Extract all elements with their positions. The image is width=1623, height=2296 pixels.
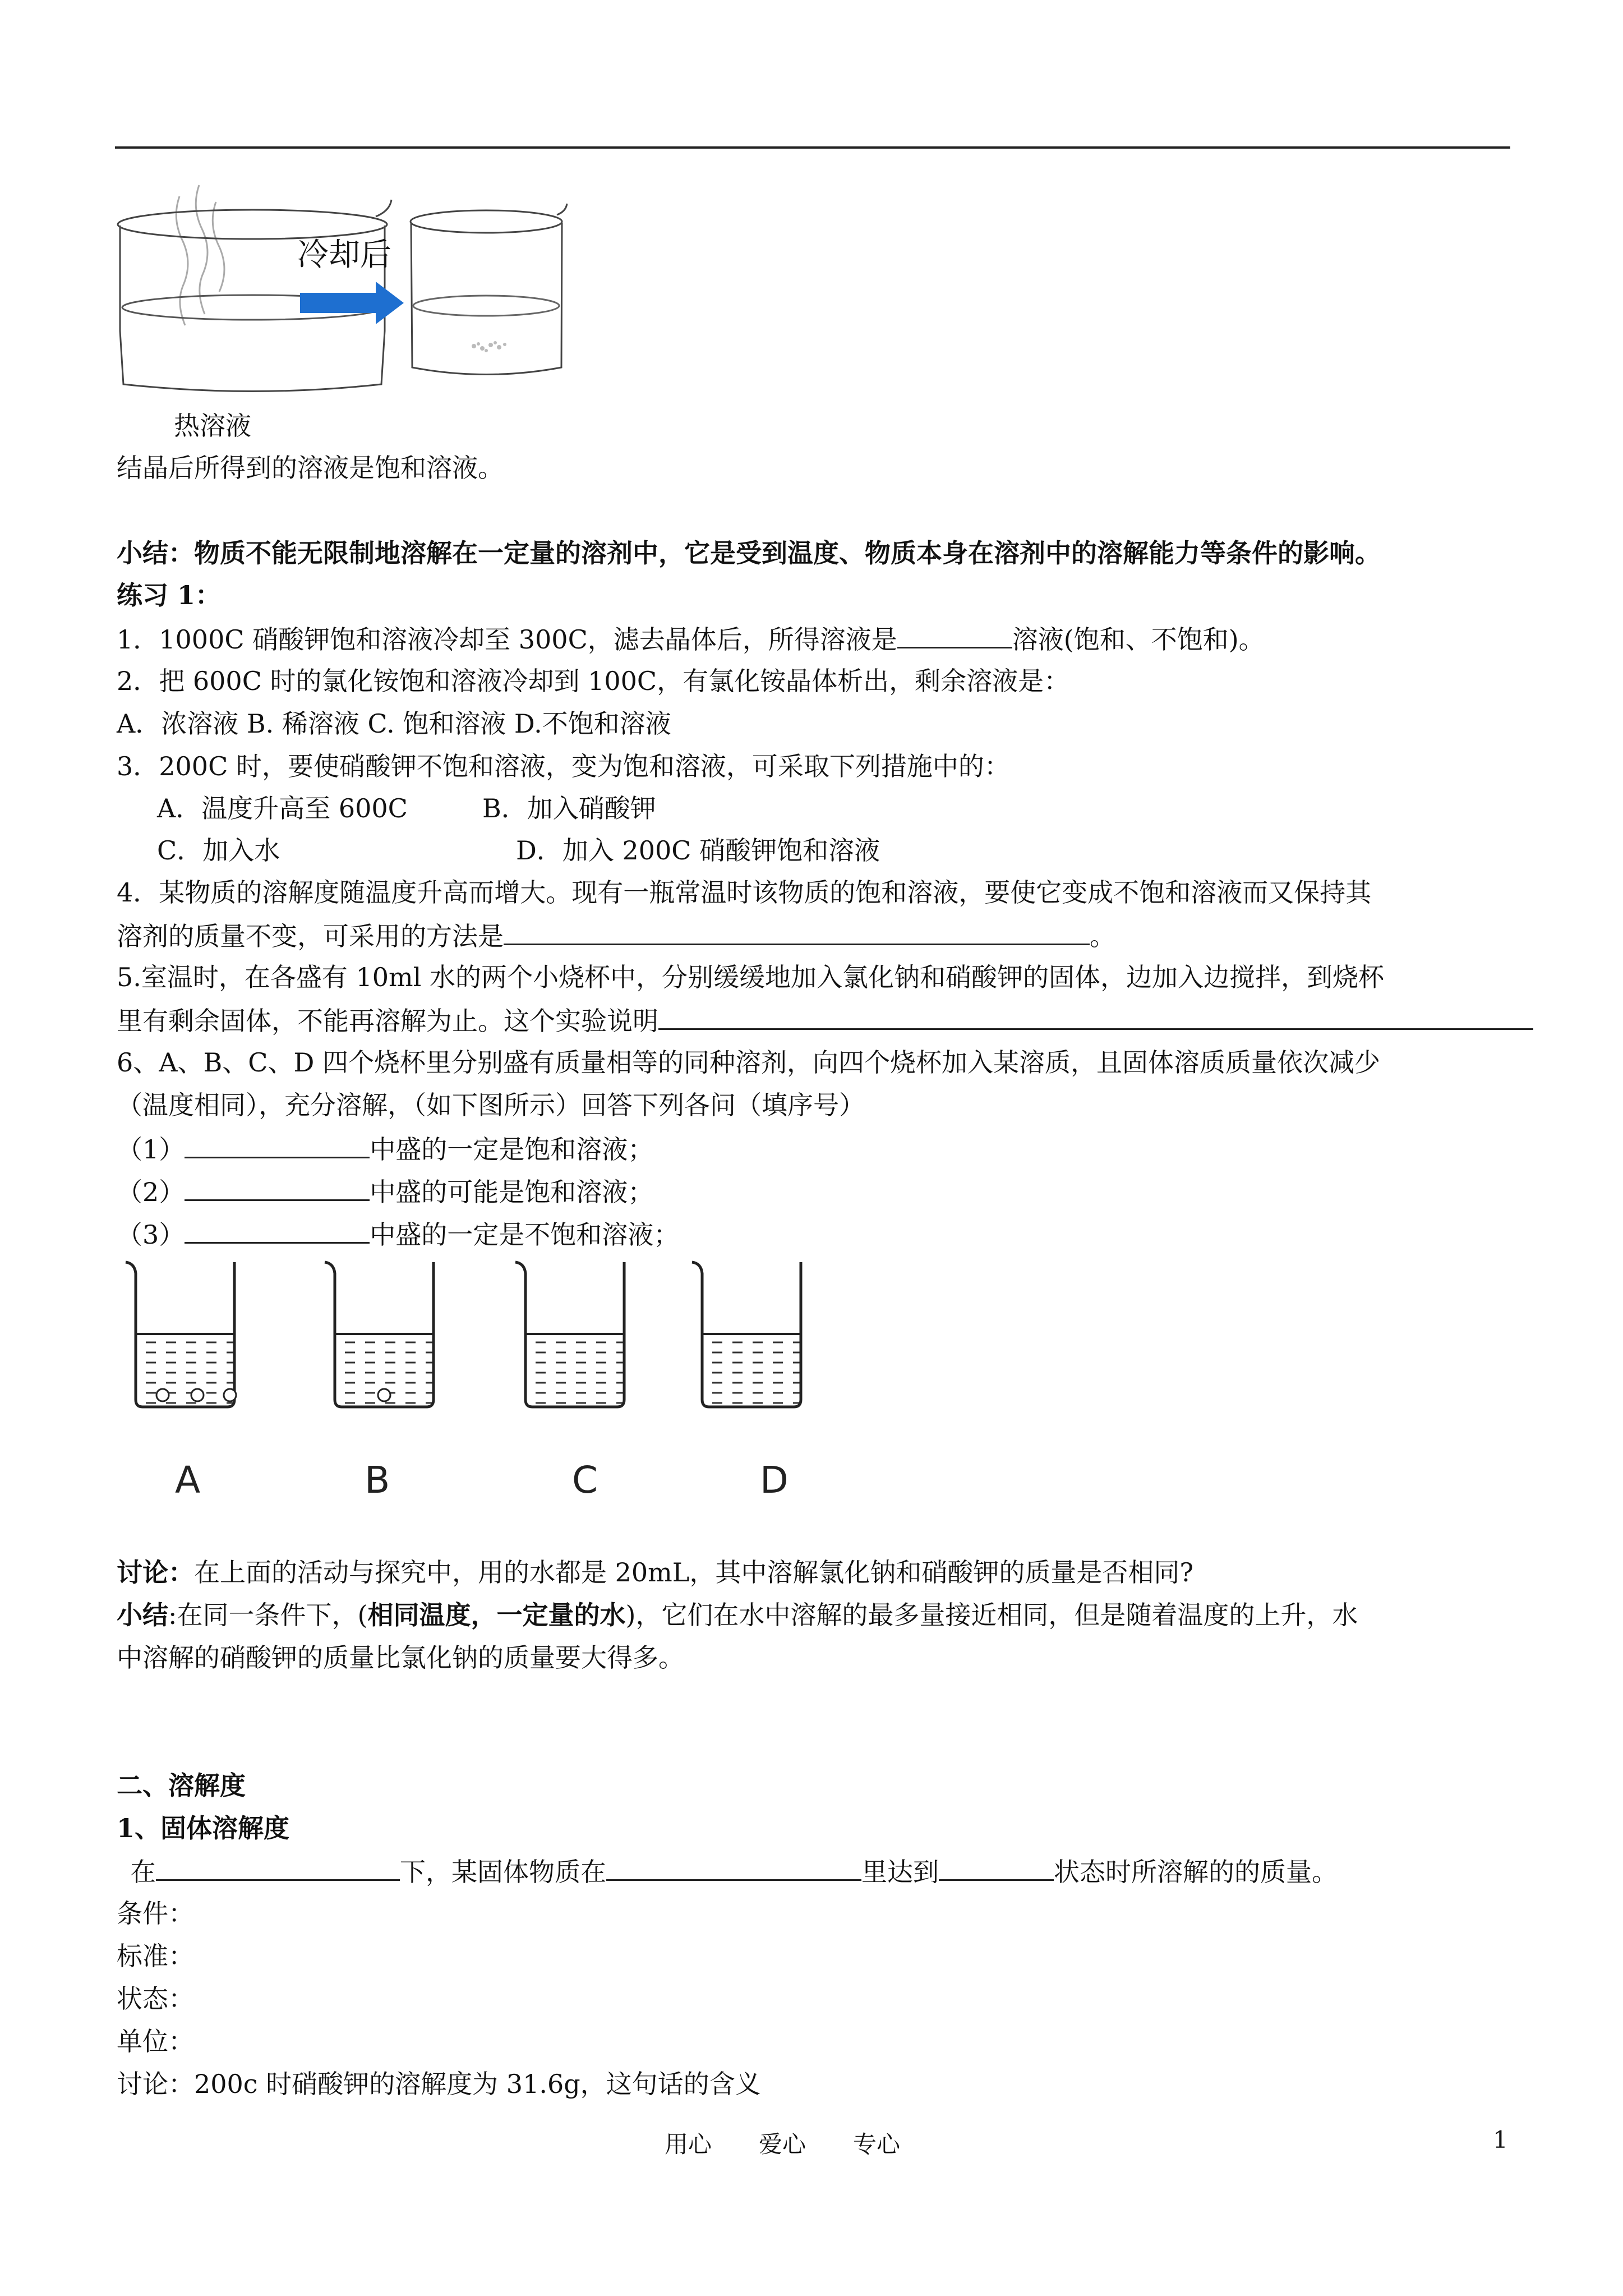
beaker-label-b: B	[365, 1458, 390, 1502]
beaker-a	[126, 1262, 236, 1407]
beaker-label-a: A	[175, 1458, 201, 1502]
state-label: 状态：	[117, 1984, 194, 2014]
option-d: D．加入 200C 硝酸钾饱和溶液	[516, 835, 880, 866]
question-2: 2．把 600C 时的氯化铵饱和溶液冷却到 100C，有氯化铵晶体析出，剩余溶液是：	[117, 666, 1070, 696]
question-1: 1．1000C 硝酸钾饱和溶液冷却至 300C，滤去晶体后，所得溶液是 溶液(饱和、不饱和)。	[117, 621, 1265, 657]
question-6-part1: （1） 中盛的一定是饱和溶液；	[117, 1131, 653, 1167]
answer-blank[interactable]	[185, 1174, 370, 1201]
arrow-label: 冷却后	[297, 237, 391, 273]
answer-blank[interactable]	[939, 1853, 1054, 1881]
section-heading: 二、溶解度	[117, 1770, 246, 1801]
beaker-d	[692, 1262, 801, 1407]
standard-label: 标准：	[117, 1941, 194, 1971]
discussion-line: 讨论：在上面的活动与探究中，用的水都是 20mL，其中溶解氯化钠和硝酸钾的质量是否相同?	[117, 1557, 1193, 1588]
question-2-options: A．浓溶液 B. 稀溶液 C. 饱和溶液 D.不饱和溶液	[117, 708, 671, 739]
beaker-c	[515, 1262, 624, 1407]
summary-2-cont: 中溶解的硝酸钾的质量比氯化钠的质量要大得多。	[117, 1642, 684, 1673]
answer-blank[interactable]	[504, 918, 1090, 945]
beaker-label-d: D	[760, 1458, 789, 1502]
question-6-part2: （2） 中盛的可能是饱和溶液；	[117, 1174, 653, 1209]
answer-blank[interactable]	[185, 1131, 370, 1158]
answer-blank[interactable]	[185, 1216, 370, 1244]
question-5-cont: 里有剩余固体，不能再溶解为止。这个实验说明	[117, 1002, 1533, 1038]
definition-line: 在 下，某固体物质在 里达到 状态时所溶解的的质量。	[130, 1853, 1338, 1889]
summary-2-line: 小结:在同一条件下，(相同温度，一定量的水)，它们在水中溶解的最多量接近相同，但是随着温度的上升，水	[117, 1600, 1358, 1630]
answer-blank[interactable]	[606, 1853, 861, 1881]
answer-blank[interactable]	[156, 1853, 400, 1881]
question-4-cont: 溶剂的质量不变，可采用的方法是 。	[117, 918, 1115, 954]
subsection-heading: 1、固体溶解度	[117, 1813, 290, 1843]
answer-blank[interactable]	[658, 1002, 1533, 1030]
answer-blank[interactable]	[897, 621, 1012, 648]
option-c: C．加入水	[157, 835, 280, 866]
question-5: 5.室温时，在各盛有 10ml 水的两个小烧杯中，分别缓缓地加入氯化钠和硝酸钾的固体，边加入边搅拌，到烧杯	[117, 962, 1384, 992]
option-a: A．温度升高至 600C	[157, 793, 408, 823]
condition-label: 条件：	[117, 1898, 194, 1929]
figure-caption: 热溶液	[174, 411, 251, 441]
exercise-heading: 练习 1：	[117, 580, 222, 610]
cooled-beaker	[407, 199, 569, 398]
question-6-cont: （温度相同），充分溶解，（如下图所示）回答下列各问（填序号）	[117, 1090, 865, 1120]
question-6-part3: （3） 中盛的一定是不饱和溶液；	[117, 1216, 679, 1252]
question-3: 3．200C 时，要使硝酸钾不饱和溶液，变为饱和溶液，可采取下列措施中的：	[117, 751, 1010, 781]
page-number: 1	[1493, 2126, 1508, 2154]
beaker-b	[325, 1262, 434, 1407]
question-6: 6、A、B、C、D 四个烧杯里分别盛有质量相等的同种溶剂，向四个烧杯加入某溶质，且固体溶质质量依次减少	[117, 1047, 1380, 1078]
discussion-2-line: 讨论：200c 时硝酸钾的溶解度为 31.6g，这句话的含义	[117, 2069, 761, 2099]
option-b: B．加入硝酸钾	[482, 793, 656, 823]
text-line: 结晶后所得到的溶液是饱和溶液。	[117, 453, 504, 483]
header-rule	[115, 146, 1510, 149]
beaker-row	[123, 1257, 836, 1425]
unit-label: 单位：	[117, 2026, 194, 2056]
footer-motto: 用心 爱心 专心	[665, 2131, 901, 2158]
summary-line: 小结：物质不能无限制地溶解在一定量的溶剂中，它是受到温度、物质本身在溶剂中的溶解能力等条件的影响。	[117, 538, 1381, 568]
beaker-label-c: C	[572, 1458, 598, 1502]
question-4: 4．某物质的溶解度随温度升高而增大。现有一瓶常温时该物质的饱和溶液，要使它变成不饱和溶液而又保持其	[117, 877, 1372, 908]
